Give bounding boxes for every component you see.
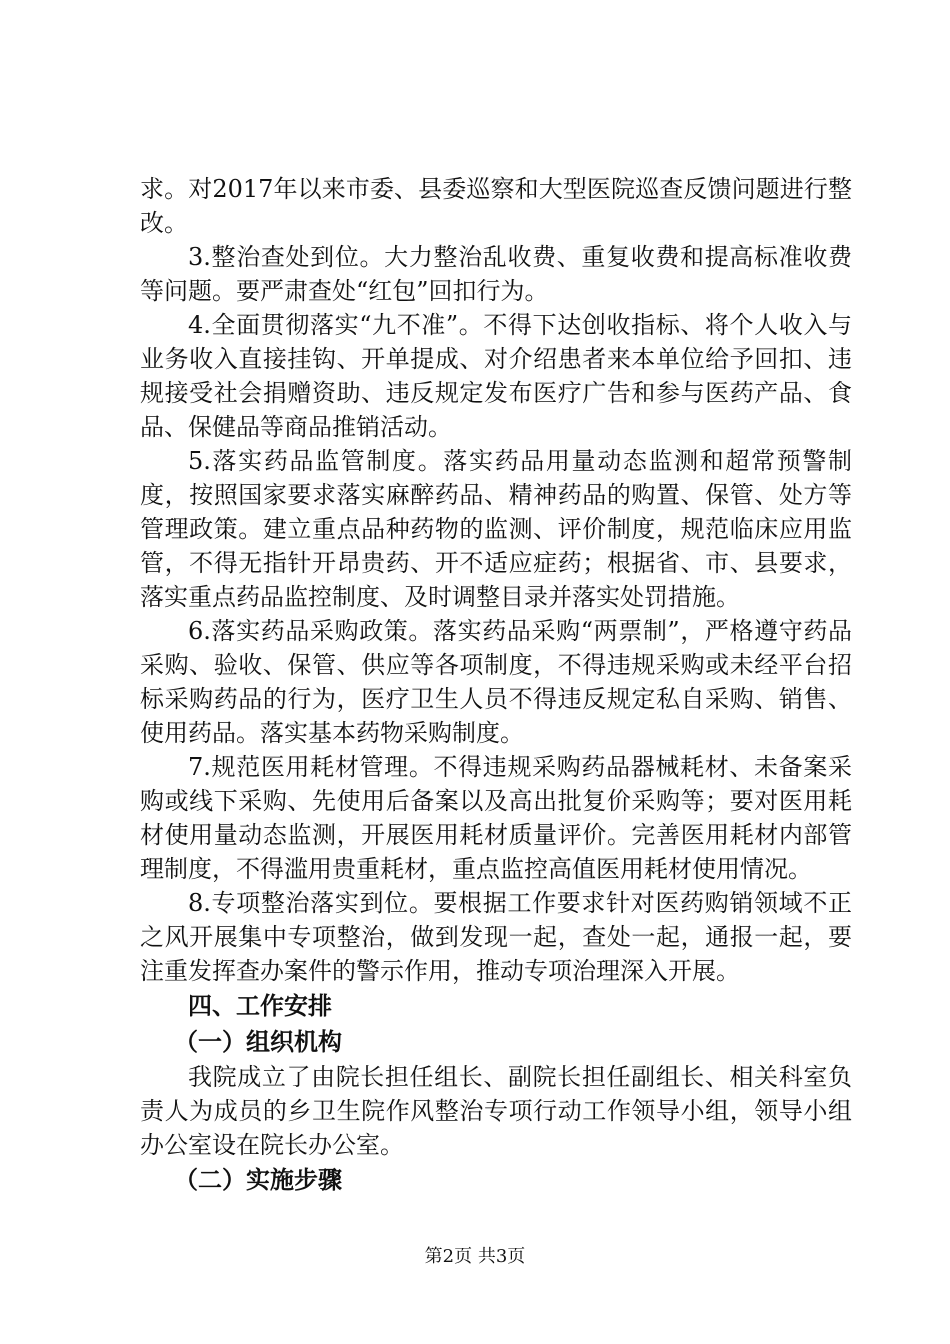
paragraph-continuation: 求。对2017年以来市委、县委巡察和大型医院巡查反馈问题进行整改。 — [140, 175, 852, 237]
document-body — [140, 172, 852, 1198]
paragraph-item-8: 8.专项整治落实到位。要根据工作要求针对医药购销领域不正之风开展集中专项整治，做到发现一起，查处一起，通报一起，要注重发挥查办案件的警示作用，推动专项治理深入开展。 — [140, 889, 852, 985]
paragraph-item-6: 6.落实药品采购政策。落实药品采购“两票制”，严格遵守药品采购、验收、保管、供应等各项制度，不得违规采购或未经平台招标采购药品的行为，医疗卫生人员不得违反规定私自采购、销售、使用药品。落实基本药物采购制度。 — [140, 617, 852, 747]
paragraph-organization: 我院成立了由院长担任组长、副院长担任副组长、相关科室负责人为成员的乡卫生院作风整治专项行动工作领导小组，领导小组办公室设在院长办公室。 — [140, 1063, 852, 1159]
paragraph-item-4: 4.全面贯彻落实“九不准”。不得下达创收指标、将个人收入与业务收入直接挂钩、开单提成、对介绍患者来本单位给予回扣、违规接受社会捐赠资助、违反规定发布医疗广告和参与医药产品、食品、保健品等商品推销活动。 — [140, 311, 852, 441]
paragraph-item-7: 7.规范医用耗材管理。不得违规采购药品器械耗材、未备案采购或线下采购、先使用后备案以及高出批复价采购等；要对医用耗材使用量动态监测，开展医用耗材质量评价。完善医用耗材内部管理制度，不得滥用贵重耗材，重点监控高值医用耗材使用情况。 — [140, 753, 852, 883]
paragraph-item-3: 3.整治查处到位。大力整治乱收费、重复收费和提高标准收费等问题。要严肃查处“红包”回扣行为。 — [140, 243, 852, 305]
section-heading-work-arrangement: 四、工作安排 — [188, 992, 332, 1020]
subsection-heading-implementation-steps: （二）实施步骤 — [174, 1166, 342, 1194]
page-number-footer: 第2页 共3页 — [424, 1246, 526, 1267]
paragraph-item-5: 5.落实药品监管制度。落实药品用量动态监测和超常预警制度，按照国家要求落实麻醉药品、精神药品的购置、保管、处方等管理政策。建立重点品种药物的监测、评价制度，规范临床应用监管，不得无指针开昂贵药、开不适应症药；根据省、市、县要求，落实重点药品监控制度、及时调整目录并落实处罚措施。 — [140, 447, 852, 611]
subsection-heading-organization: （一）组织机构 — [174, 1028, 342, 1056]
